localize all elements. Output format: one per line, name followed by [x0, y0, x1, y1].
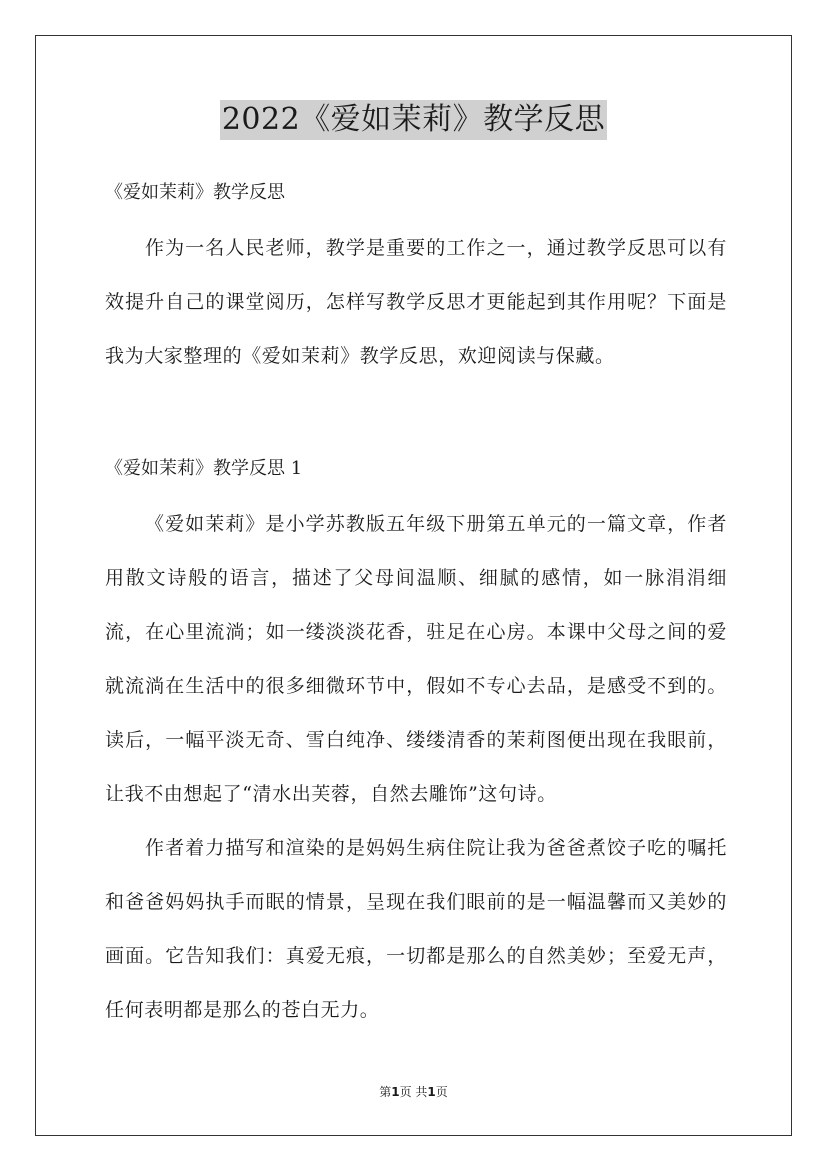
spacer	[105, 487, 727, 497]
section1-heading: 《爱如茉莉》教学反思 1	[105, 458, 303, 479]
title-container	[0, 100, 827, 140]
footer-suffix: 页	[435, 1085, 448, 1099]
page-footer	[0, 1084, 827, 1100]
footer-page-total: 1	[427, 1085, 436, 1099]
footer-prefix: 第	[379, 1085, 392, 1099]
document-title: 2022《爱如茉莉》教学反思	[220, 100, 607, 140]
section1-paragraph-1: 《爱如茉莉》是小学苏教版五年级下册第五单元的一篇文章，作者用散文诗般的语言，描述了父母间温顺、细腻的感情，如一脉涓涓细流，在心里流淌；如一缕淡淡花香，驻足在心房。本课中父母之间的爱就流淌在生活中的很多细微环节中，假如不专心去品，是感受不到的。读后，一幅平淡无奇、雪白纯净、缕缕清香的茉莉图便出现在我眼前，让我不由想起了“清水出芙蓉，自然去雕饰”这句诗。	[105, 513, 727, 805]
footer-mid: 页 共	[399, 1085, 428, 1099]
intro-heading: 《爱如茉莉》教学反思	[105, 182, 285, 203]
section1-paragraph-2: 作者着力描写和渲染的是妈妈生病住院让我为爸爸煮饺子吃的嘱托和爸爸妈妈执手而眠的情景，呈现在我们眼前的是一幅温馨而又美妙的画面。它告知我们：真爱无痕，一切都是那么的自然美妙；至爱无声，任何表明都是那么的苍白无力。	[105, 837, 727, 1021]
spacer	[105, 211, 727, 221]
document-body	[105, 175, 727, 1037]
footer-page-current: 1	[391, 1085, 400, 1099]
spacer	[105, 383, 727, 451]
intro-paragraph: 作为一名人民老师，教学是重要的工作之一，通过教学反思可以有效提升自己的课堂阅历，怎样写教学反思才更能起到其作用呢？下面是我为大家整理的《爱如茉莉》教学反思，欢迎阅读与保藏。	[105, 237, 727, 367]
